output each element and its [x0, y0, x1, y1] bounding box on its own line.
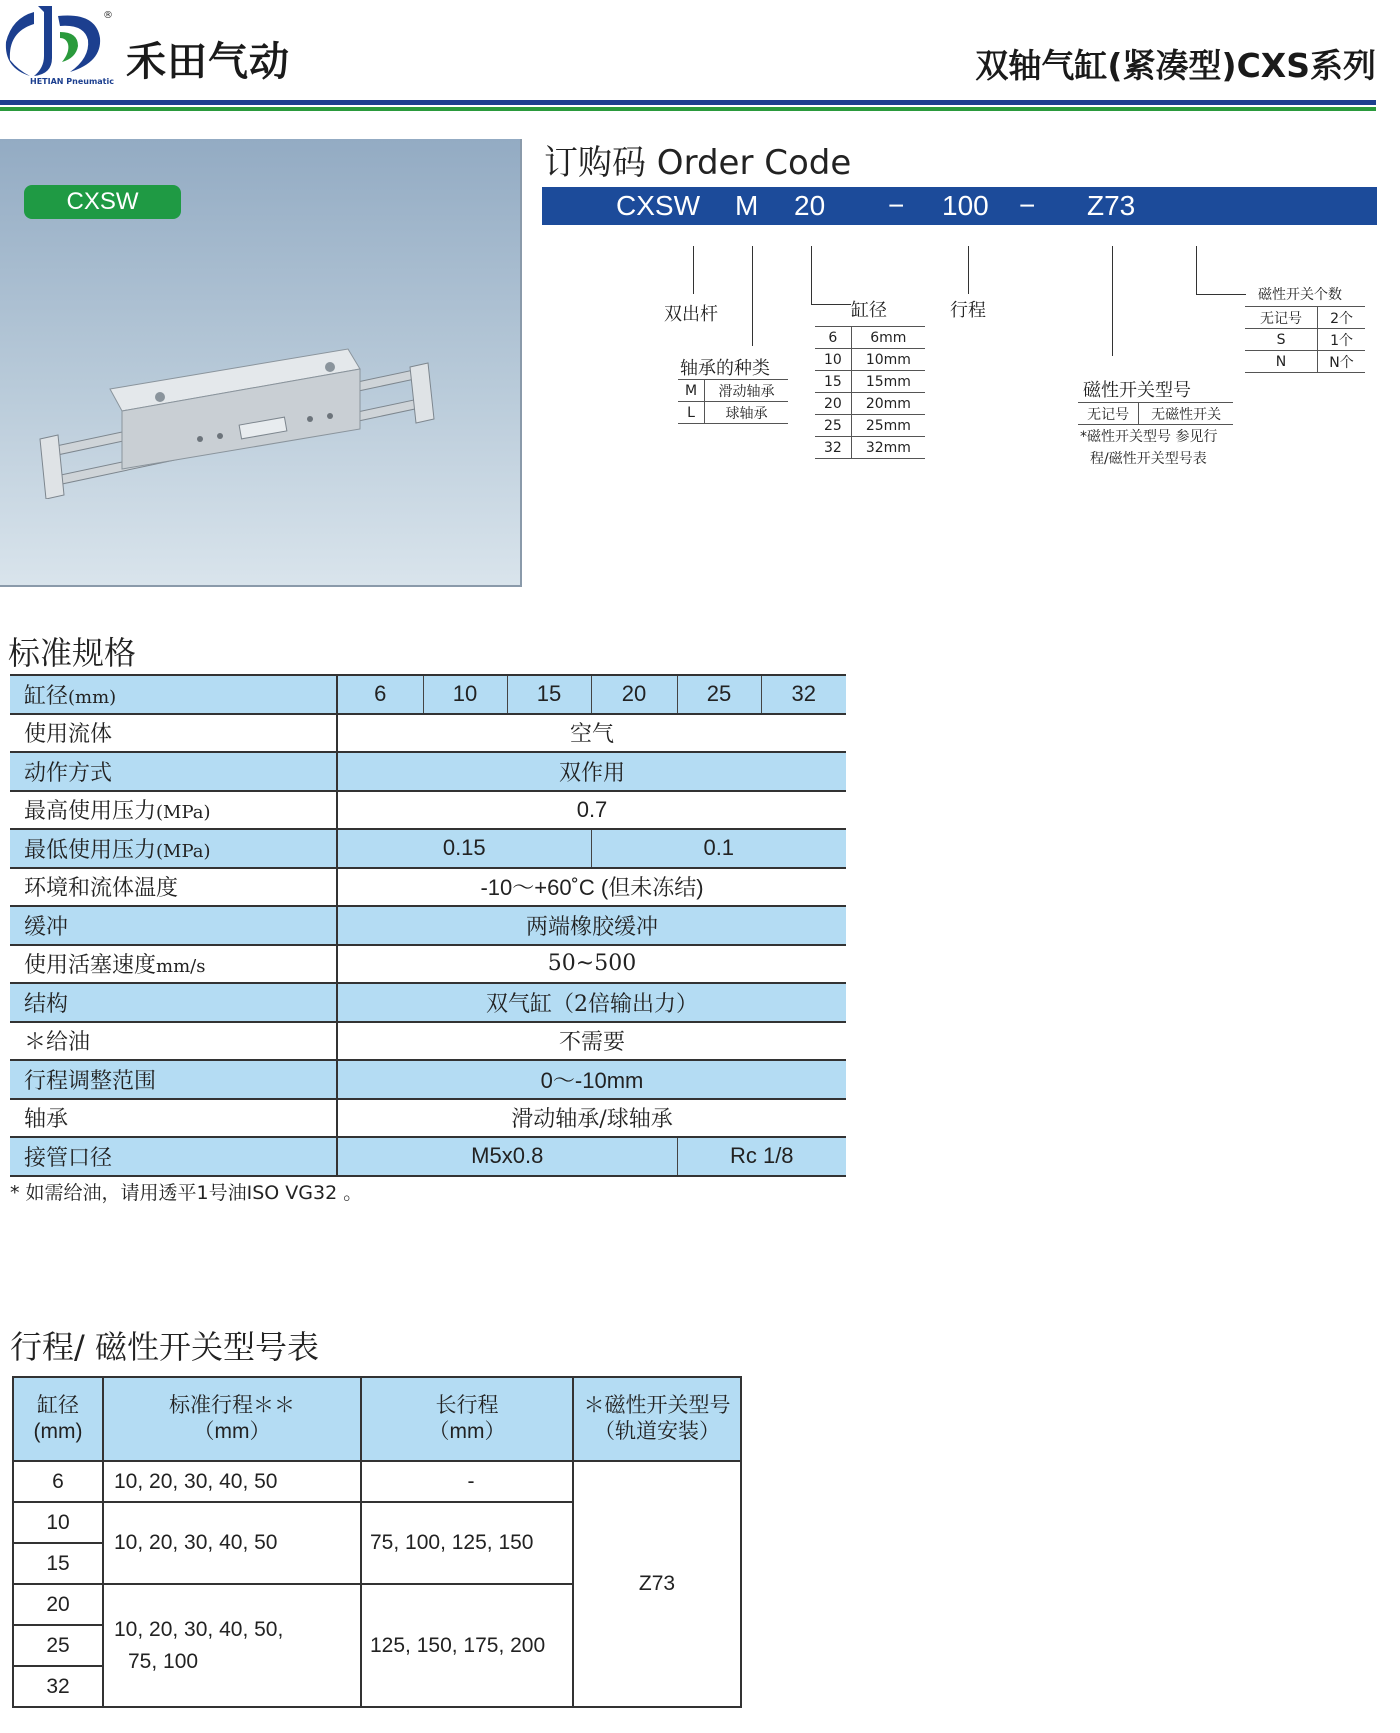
code-bore: 20	[794, 190, 826, 221]
brand-name: 禾田气动	[126, 39, 290, 85]
table-row: 结构 双气缸（2倍输出力）	[10, 983, 846, 1022]
table-row: 15	[13, 1543, 741, 1584]
code-dash: −	[1019, 190, 1036, 221]
table-row: 轴承 滑动轴承/球轴承	[10, 1099, 846, 1138]
code-bearing: M	[735, 190, 759, 221]
brand-logo-icon	[4, 2, 106, 80]
table-row: 32	[13, 1666, 741, 1707]
spec-table	[10, 674, 846, 1177]
code-series: CXSW	[616, 190, 700, 221]
switch-model-note: *磁性开关型号 参见行	[1080, 429, 1218, 445]
switch-count-table: 无记号 2个 S 1个 N N个	[1245, 306, 1365, 373]
brand-name-en: HETIAN Pneumatic	[30, 77, 114, 86]
double-rod-label: 双出杆	[664, 304, 718, 325]
model-badge: CXSW	[24, 185, 181, 219]
table-row: 缸径(mm) 6 10 15 20 25 32	[10, 675, 846, 714]
table-row: 最高使用压力(MPa) 0.7	[10, 791, 846, 830]
spec-title: 标准规格	[8, 634, 137, 672]
table-row: 最低使用压力(MPa) 0.15 0.1	[10, 829, 846, 868]
page-title: 双轴气缸(紧凑型)CXS系列	[975, 46, 1376, 85]
bore-table: 6 6mm 10 10mm 15 15mm 20 20mm 25 25mm 32 32mm	[815, 326, 925, 459]
cylinder-image	[30, 319, 470, 499]
bearing-type-label: 轴承的种类	[680, 358, 770, 379]
table-row: 6 10, 20, 30, 40, 50 - Z73	[13, 1461, 741, 1502]
header-divider-green	[0, 107, 1376, 111]
table-row: 接管口径 M5x0.8 Rc 1/8	[10, 1137, 846, 1176]
table-header-row: 缸径 (mm) 标准行程＊＊ （mm） 长行程 （mm） ＊磁性开关型号 （轨道安装）	[13, 1377, 741, 1461]
table-row: 行程调整范围 0～-10mm	[10, 1060, 846, 1099]
table-row: 使用活塞速度mm/s 50~500	[10, 945, 846, 984]
table-row: 环境和流体温度 -10～+60˚C (但未冻结)	[10, 868, 846, 907]
stroke-table-title: 行程/ 磁性开关型号表	[10, 1328, 319, 1366]
registered-mark: ®	[103, 10, 113, 21]
code-stroke: 100	[942, 190, 989, 221]
order-code-bar	[542, 187, 1377, 225]
code-dash: −	[888, 190, 905, 221]
switch-model-label: 磁性开关型号	[1083, 380, 1191, 401]
order-code-title: 订购码 Order Code	[544, 143, 852, 183]
bearing-type-table: M 滑动轴承 L 球轴承	[678, 379, 788, 424]
table-row: 25	[13, 1625, 741, 1666]
stroke-label: 行程	[950, 300, 986, 321]
table-row: 20 10, 20, 30, 40, 50, 75, 100 125, 150, 175, 200	[13, 1584, 741, 1625]
switch-model-note: 程/磁性开关型号表	[1090, 451, 1207, 467]
header-divider-blue	[0, 100, 1376, 105]
spec-note: * 如需给油，请用透平1号油ISO VG32 。	[10, 1182, 363, 1204]
table-row: 使用流体 空气	[10, 714, 846, 753]
table-row: 10 10, 20, 30, 40, 50 75, 100, 125, 150	[13, 1502, 741, 1543]
table-row: 缓冲 两端橡胶缓冲	[10, 906, 846, 945]
table-row: 动作方式 双作用	[10, 752, 846, 791]
product-photo	[0, 139, 522, 587]
code-switch: Z73	[1087, 190, 1136, 221]
stroke-switch-table	[12, 1376, 742, 1708]
switch-model-table: 无记号 无磁性开关	[1078, 402, 1233, 425]
switch-count-label: 磁性开关个数	[1258, 287, 1342, 303]
bore-label: 缸径	[851, 300, 887, 321]
table-row: ＊给油 不需要	[10, 1022, 846, 1061]
